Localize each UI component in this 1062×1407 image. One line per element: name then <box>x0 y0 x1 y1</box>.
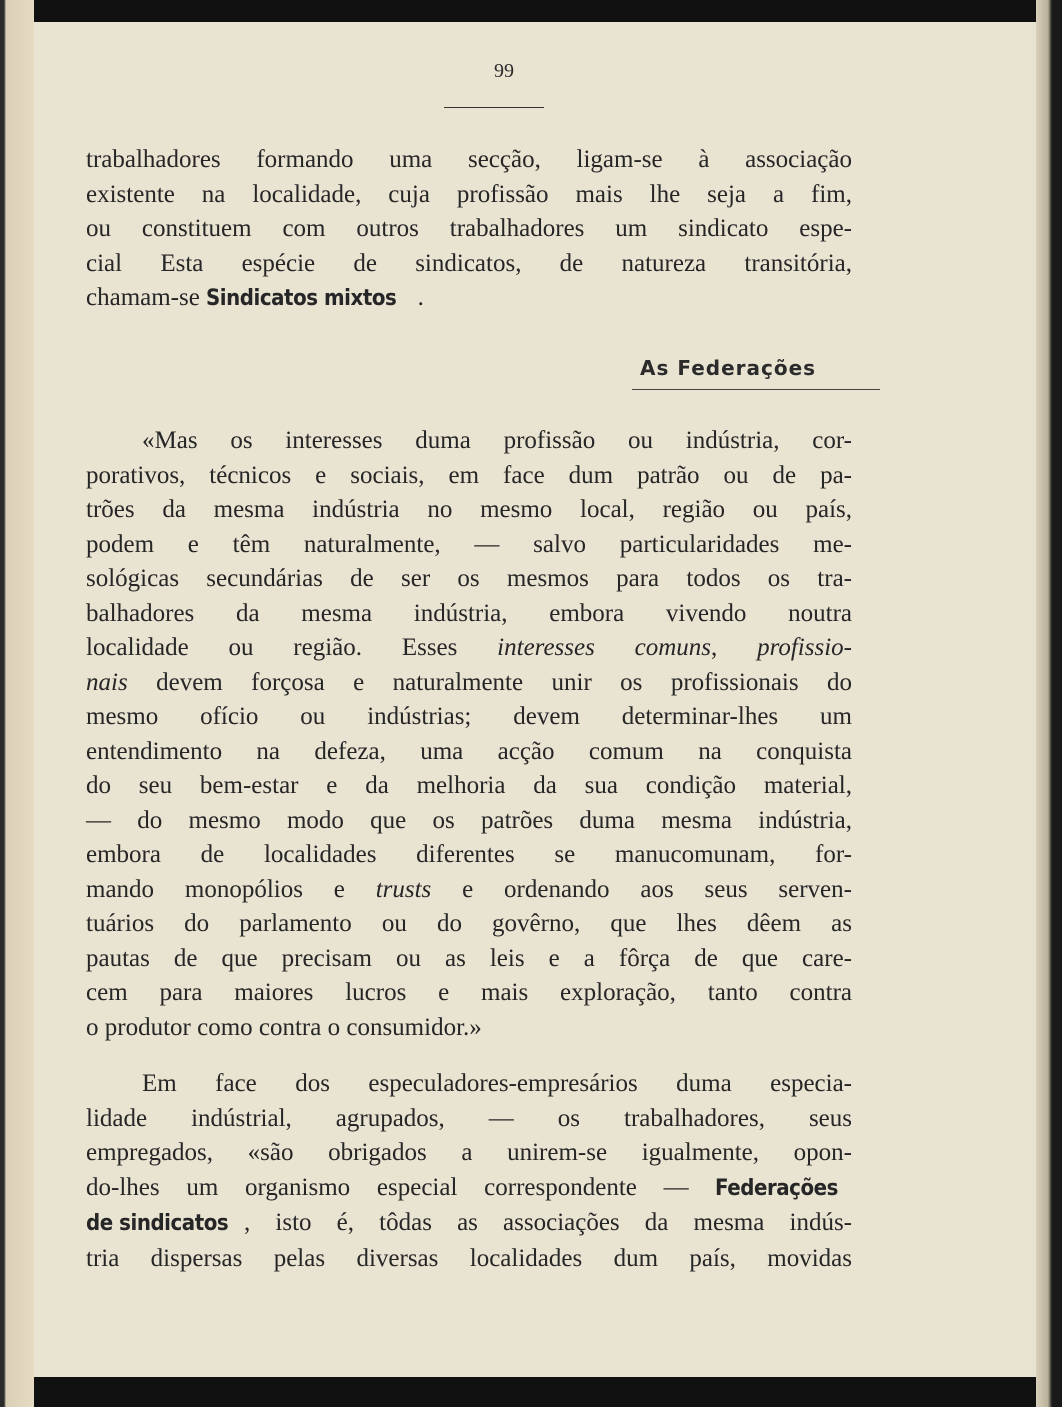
text-run: mando monopólios e <box>86 875 376 903</box>
text-line <box>86 1206 852 1242</box>
text-line: trabalhadores formando uma secção, ligam-se à associação <box>86 146 852 173</box>
text-line: ou constituem com outros trabalhadores um sindicato espe- <box>86 215 852 242</box>
term-federacoes: Federações <box>715 1175 839 1201</box>
text-line: tuários do parlamento ou do govêrno, que lhes dêem as <box>86 910 852 937</box>
paragraph-1 <box>86 143 852 317</box>
italic-term-trusts: trusts <box>375 875 432 903</box>
text-line: porativos, técnicos e sociais, em face dum patrão ou de pa- <box>86 461 852 489</box>
text-line: lidade indústrial, agrupados, — os trabalhadores, seus <box>86 1104 852 1132</box>
term-sindicatos-mixtos: Sindicatos mixtos <box>206 286 397 311</box>
text-line: Em face dos especuladores-empresários duma especia- <box>142 1070 852 1097</box>
text-run: , isto é, tôdas as associações da mesma indús- <box>244 1209 852 1236</box>
italic-term: nais <box>86 668 128 696</box>
page-number: 99 <box>494 60 514 82</box>
page-right-edge <box>1036 0 1062 1407</box>
text-line: do seu bem-estar e da melhoria da sua condição material, <box>86 772 852 799</box>
text-line: empregados, «são obrigados a unirem-se igualmente, opon- <box>86 1139 852 1166</box>
text-line: o produtor como contra o consumidor.» <box>86 1013 482 1041</box>
italic-term: interesses comuns <box>497 634 712 661</box>
text-line: cial Esta espécie de sindicatos, de natureza transitória, <box>86 249 852 277</box>
section-heading-rule <box>632 389 880 390</box>
text-line <box>86 281 852 317</box>
text-line: «Mas os interesses duma profissão ou indústria, cor- <box>142 427 852 454</box>
page-left-edge <box>0 0 34 1407</box>
text-line: podem e têm naturalmente, — salvo particularidades me- <box>86 530 852 558</box>
text-line <box>86 1171 852 1207</box>
text-line: balhadores da mesma indústria, embora vivendo noutra <box>86 599 852 627</box>
text-line <box>86 631 852 666</box>
text-line: tria dispersas pelas diversas localidades dum país, movidas <box>86 1244 852 1272</box>
text-line: embora de localidades diferentes se manucomunam, for- <box>86 841 852 868</box>
text-run: devem forçosa e naturalmente unir os profissionais do <box>127 668 852 696</box>
text-run: e ordenando aos seus serven- <box>431 875 852 903</box>
text-line: trões da mesma indústria no mesmo local, região ou país, <box>86 496 852 523</box>
text-run: chamam-se <box>86 284 207 311</box>
text-line: entendimento na defeza, uma acção comum na conquista <box>86 737 852 765</box>
text-line <box>86 666 852 701</box>
text-run: . <box>417 284 424 311</box>
text-line <box>86 873 852 908</box>
text-line: pautas de que precisam ou as leis e a fôrça de que care- <box>86 944 852 972</box>
paragraph-3 <box>86 1067 852 1276</box>
text-run: do-lhes um organismo especial correspondente — <box>86 1173 716 1201</box>
text-run: localidade ou região. Esses <box>86 634 498 661</box>
text-line: existente na localidade, cuja profissão mais lhe seja a fim, <box>86 180 852 208</box>
text-line: — do mesmo modo que os patrões duma mesma indústria, <box>86 806 852 834</box>
section-heading: As Federações <box>640 356 817 380</box>
italic-term: profissio- <box>757 634 852 661</box>
page-number-rule <box>444 107 544 108</box>
text-line: mesmo ofício ou indústrias; devem determinar-lhes um <box>86 703 852 730</box>
text-line: cem para maiores lucros e mais exploração, tanto contra <box>86 979 852 1006</box>
text-run: , <box>711 634 758 661</box>
term-de-sindicatos: de sindicatos <box>86 1211 229 1236</box>
text-line: sológicas secundárias de ser os mesmos para todos os tra- <box>86 565 852 592</box>
paragraph-2 <box>86 424 852 1045</box>
